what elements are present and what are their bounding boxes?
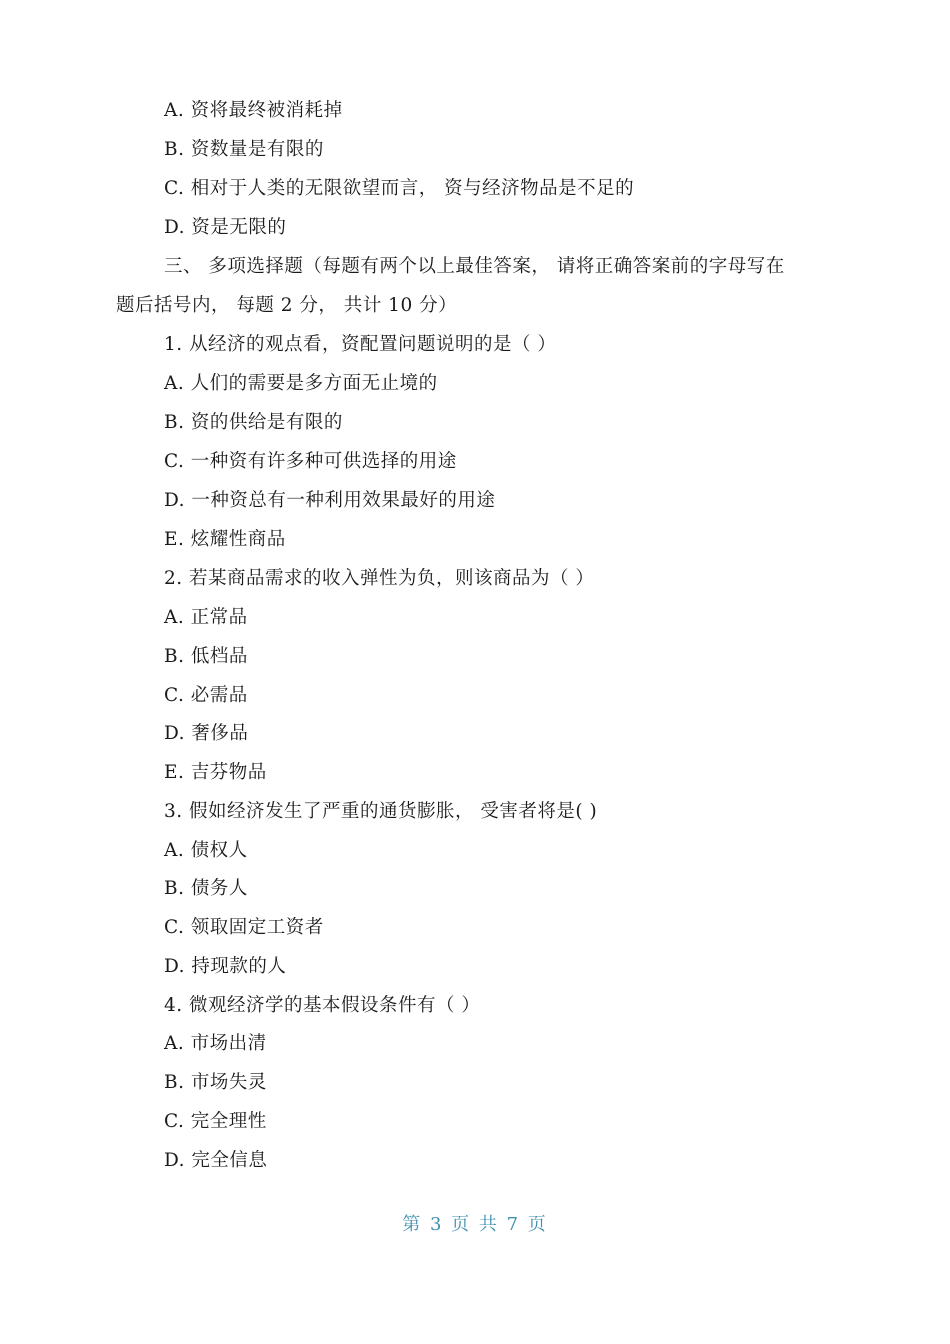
option-line: E. 吉芬物品 — [164, 762, 267, 783]
option-line: C. 完全理性 — [164, 1111, 267, 1132]
option-line: B. 资的供给是有限的 — [164, 412, 343, 433]
question-line: 4. 微观经济学的基本假设条件有（ ） — [164, 995, 481, 1016]
option-line: A. 资将最终被消耗掉 — [164, 100, 343, 121]
option-line: B. 低档品 — [164, 646, 248, 667]
option-line: A. 人们的需要是多方面无止境的 — [164, 373, 438, 394]
option-line: B. 市场失灵 — [164, 1072, 267, 1093]
option-line: D. 资是无限的 — [164, 217, 287, 238]
question-line: 3. 假如经济发生了严重的通货膨胀， 受害者将是( ) — [164, 801, 598, 822]
question-line: 2. 若某商品需求的收入弹性为负，则该商品为（ ） — [164, 568, 595, 589]
option-line: E. 炫耀性商品 — [164, 529, 286, 550]
option-line: D. 奢侈品 — [164, 723, 249, 744]
option-line: D. 完全信息 — [164, 1150, 268, 1171]
question-line: 1. 从经济的观点看，资配置问题说明的是（ ） — [164, 334, 557, 355]
option-line: C. 一种资有许多种可供选择的用途 — [164, 451, 457, 472]
option-line: B. 债务人 — [164, 878, 248, 899]
option-line: C. 领取固定工资者 — [164, 917, 324, 938]
option-line: A. 债权人 — [164, 840, 248, 861]
section-heading: 三、 多项选择题（每题有两个以上最佳答案， 请将正确答案前的字母写在 — [164, 256, 785, 277]
option-line: A. 正常品 — [164, 607, 248, 628]
page-footer: 第 3 页 共 7 页 — [402, 1214, 548, 1235]
option-line: A. 市场出清 — [164, 1033, 267, 1054]
option-line: C. 相对于人类的无限欲望而言， 资与经济物品是不足的 — [164, 178, 635, 199]
option-line: D. 持现款的人 — [164, 956, 287, 977]
section-heading-cont: 题后括号内， 每题 2 分， 共计 10 分） — [116, 295, 458, 316]
option-line: B. 资数量是有限的 — [164, 139, 324, 160]
option-line: C. 必需品 — [164, 685, 248, 706]
option-line: D. 一种资总有一种利用效果最好的用途 — [164, 490, 496, 511]
